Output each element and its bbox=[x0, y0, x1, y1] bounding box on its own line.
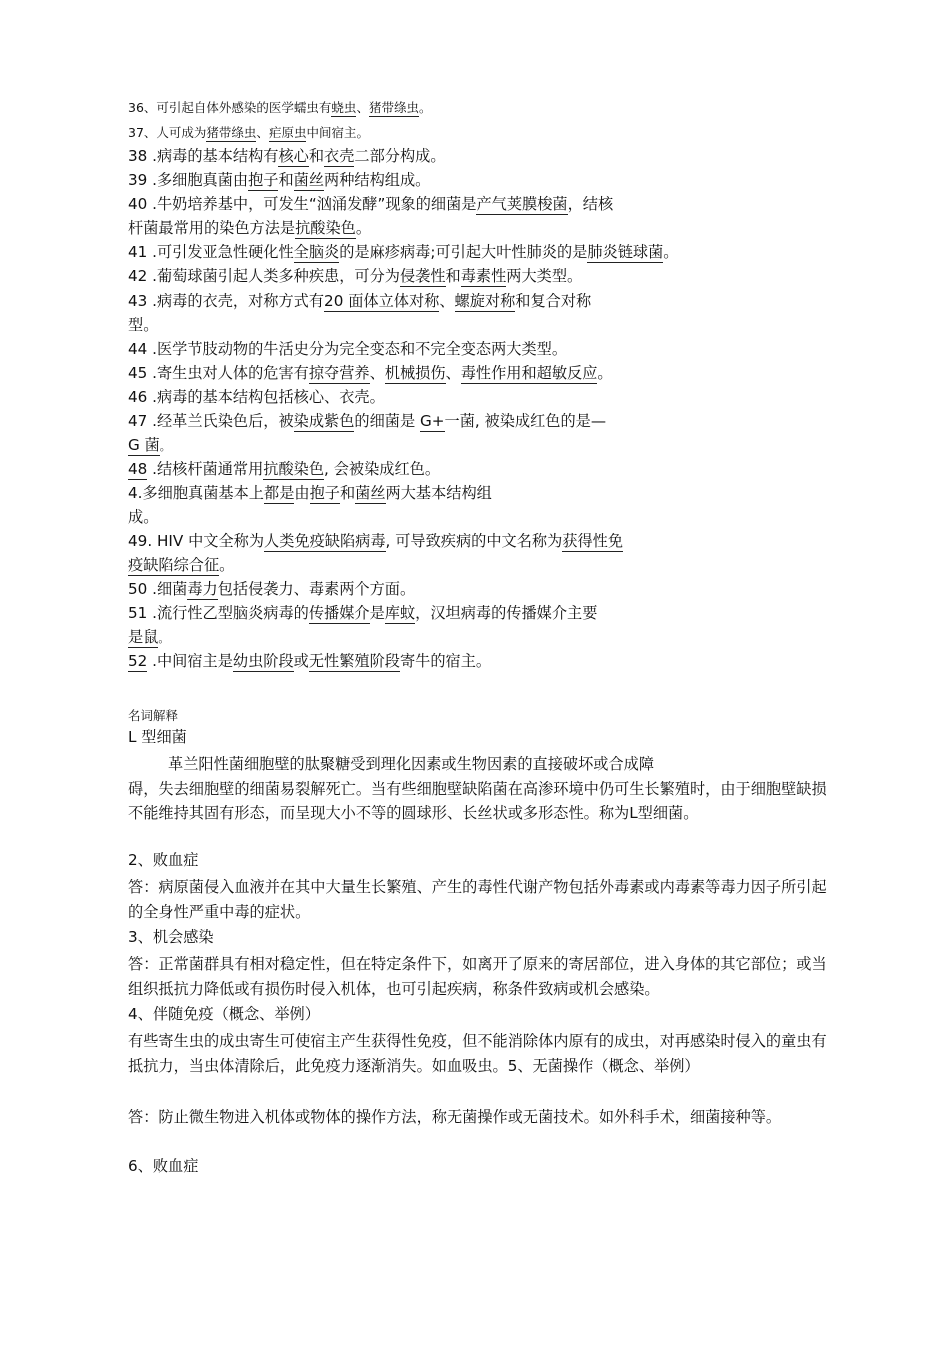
answer-blank: 核心 bbox=[278, 147, 309, 165]
answer-blank: 菌丝 bbox=[355, 484, 386, 502]
question-47-cont: G 菌。 bbox=[128, 436, 171, 454]
question-48: 48 .结核杆菌通常用抗酸染色, 会被染成红色。 bbox=[128, 460, 441, 478]
answer-blank: 无性繁殖阶段 bbox=[308, 652, 400, 670]
question-51: 51 .流行性乙型脑炎病毒的传播媒介是库蚊，汉坦病毒的传播媒介主要 bbox=[128, 604, 598, 622]
question-46: 46 .病毒的基本结构包括核心、衣壳。 bbox=[128, 388, 385, 406]
definition-opportunistic-infection: 答：正常菌群具有相对稳定性，但在特定条件下，如离开了原来的寄居部位，进入身体的其它部位；或当组织抵抗力降低或有损伤时侵入机体，也可引起疾病，称条件致病或机会感染。 bbox=[128, 955, 827, 998]
answer-blank: 衣壳 bbox=[324, 147, 355, 165]
answer-blank: 染成紫色 bbox=[293, 412, 355, 430]
question-45: 45 .寄生虫对人体的危害有掠夺营养、机械损伤、毒性作用和超敏反应。 bbox=[128, 364, 613, 382]
answer-blank: 抱子 bbox=[309, 484, 340, 502]
question-43: 43 .病毒的衣壳，对称方式有20 面体立体对称、螺旋对称和复合对称 bbox=[128, 292, 592, 310]
answer-blank: 毒性作用和超敏反应 bbox=[460, 364, 598, 382]
question-49: 49. HIV 中文全称为人类免疫缺陷病毒, 可导致疾病的中文名称为获得性免 bbox=[128, 532, 624, 550]
question-43-cont: 型。 bbox=[128, 316, 159, 334]
answer-blank: 抱子 bbox=[248, 171, 279, 189]
question-51-cont: 是鼠。 bbox=[128, 628, 170, 646]
definition-l-form-bacteria: 革兰阳性菌细胞壁的肽聚糖受到理化因素或生物因素的直接破坏或合成障 碍，失去细胞壁的细菌易裂解死亡。当有些细胞壁缺陷菌在高渗环境中仍可生长繁殖时，由于细胞壁缺损不能维持其固有形态，而呈现大小不等的圆球形、长丝状或多形态性。称为L型细菌。 bbox=[128, 755, 827, 822]
glossary-heading: 名词解释 bbox=[128, 708, 179, 723]
question-44: 44 .医学节肢动物的牛活史分为完全变态和不完全变态两大类型。 bbox=[128, 340, 568, 358]
answer-blank: G 菌 bbox=[128, 436, 160, 454]
question-41: 41 .可引发亚急性硬化性全脑炎的是麻疹病毒;可引起大叶性肺炎的是肺炎链球菌。 bbox=[128, 243, 679, 261]
answer-blank: 是鼠 bbox=[128, 628, 159, 646]
question-40-cont: 杆菌最常用的染色方法是抗酸染色。 bbox=[128, 219, 371, 237]
answer-blank: 蛲虫 bbox=[331, 100, 357, 115]
question-37: 37、人可成为猪带绦虫、疟原虫中间宿主。 bbox=[128, 125, 369, 140]
answer-blank: 获得性免 bbox=[562, 532, 624, 550]
definition-septicemia: 答：病原菌侵入血液并在其中大量生长繁殖、产生的毒性代谢产物包括外毒素或内毒素等毒力因子所引起的全身性严重中毒的症状。 bbox=[128, 878, 827, 921]
term-l-form-bacteria: L 型细菌 bbox=[128, 728, 187, 746]
answer-blank: 侵袭性 bbox=[399, 267, 446, 285]
question-38: 38 .病毒的基本结构有核心和衣壳二部分构成。 bbox=[128, 147, 446, 165]
answer-blank: 毒素性 bbox=[460, 267, 507, 285]
definition-concomitant-immunity: 有些寄生虫的成虫寄生可使宿主产生获得性免疫，但不能消除体内原有的成虫，对再感染时侵入的童虫有抵抗力，当虫体清除后，此免疫力逐渐消失。如血吸虫。5、无菌操作（概念、举例） bbox=[128, 1032, 827, 1075]
answer-blank: 幼虫阶段 bbox=[232, 652, 294, 670]
answer-blank: 人类免疫缺陷病毒 bbox=[264, 532, 386, 550]
answer-blank: 抗酸染色 bbox=[263, 460, 325, 478]
question-4-cont: 成。 bbox=[128, 508, 159, 526]
question-50: 50 .细菌毒力包括侵袭力、毒素两个方面。 bbox=[128, 580, 416, 598]
question-42: 42 .葡萄球菌引起人类多种疾患，可分为侵袭性和毒素性两大类型。 bbox=[128, 267, 583, 285]
answer-blank: 猪带绦虫 bbox=[368, 100, 419, 115]
question-52: 52 .中间宿主是幼虫阶段或无性繁殖阶段寄牛的宿主。 bbox=[128, 652, 492, 670]
answer-blank: 库蚊 bbox=[384, 604, 416, 622]
question-40: 40 .牛奶培养基中，可发生“汹涌发酵”现象的细菌是产气荚膜梭菌，结核 bbox=[128, 195, 614, 213]
answer-blank: 传播媒介 bbox=[308, 604, 370, 622]
answer-blank: 猪带绦虫 bbox=[206, 125, 257, 140]
answer-blank: G+ bbox=[420, 412, 445, 430]
answer-blank: 全脑炎 bbox=[293, 243, 340, 261]
question-49-cont: 疫缺陷综合征。 bbox=[128, 556, 235, 574]
question-4: 4.多细胞真菌基本上都是由抱子和菌丝两大基本结构组 bbox=[128, 484, 492, 502]
question-36: 36、可引起自体外感染的医学蠕虫有蛲虫、猪带绦虫。 bbox=[128, 100, 432, 115]
question-47: 47 .经革兰氏染色后，被染成紫色的细菌是 G+一菌, 被染成红色的是— bbox=[128, 412, 607, 430]
answer-blank: 20 面体立体对称 bbox=[324, 292, 440, 310]
term-septicemia: 2、败血症 bbox=[128, 851, 199, 869]
answer-blank: 掠夺营养 bbox=[308, 364, 370, 382]
answer-blank: 疟原虫 bbox=[268, 125, 307, 140]
answer-blank: 抗酸染色 bbox=[295, 219, 356, 237]
answer-blank: 疫缺陷综合征 bbox=[128, 556, 220, 574]
answer-blank: 机械损伤 bbox=[384, 364, 446, 382]
term-concomitant-immunity: 4、伴随免疫（概念、举例） bbox=[128, 1005, 320, 1023]
answer-blank: 产气荚膜梭菌 bbox=[476, 195, 568, 213]
answer-blank: 毒力 bbox=[187, 580, 218, 598]
answer-blank: 螺旋对称 bbox=[454, 292, 516, 310]
answer-blank: 菌丝 bbox=[293, 171, 325, 189]
term-septicemia-2: 6、败血症 bbox=[128, 1157, 199, 1175]
answer-blank: 肺炎链球菌 bbox=[587, 243, 664, 261]
question-39: 39 .多细胞真菌由抱子和菌丝两种结构组成。 bbox=[128, 171, 431, 189]
term-opportunistic-infection: 3、机会感染 bbox=[128, 928, 214, 946]
definition-aseptic-technique: 答：防止微生物进入机体或物体的操作方法，称无菌操作或无菌技术。如外科手术，细菌接种等。 bbox=[128, 1108, 782, 1126]
